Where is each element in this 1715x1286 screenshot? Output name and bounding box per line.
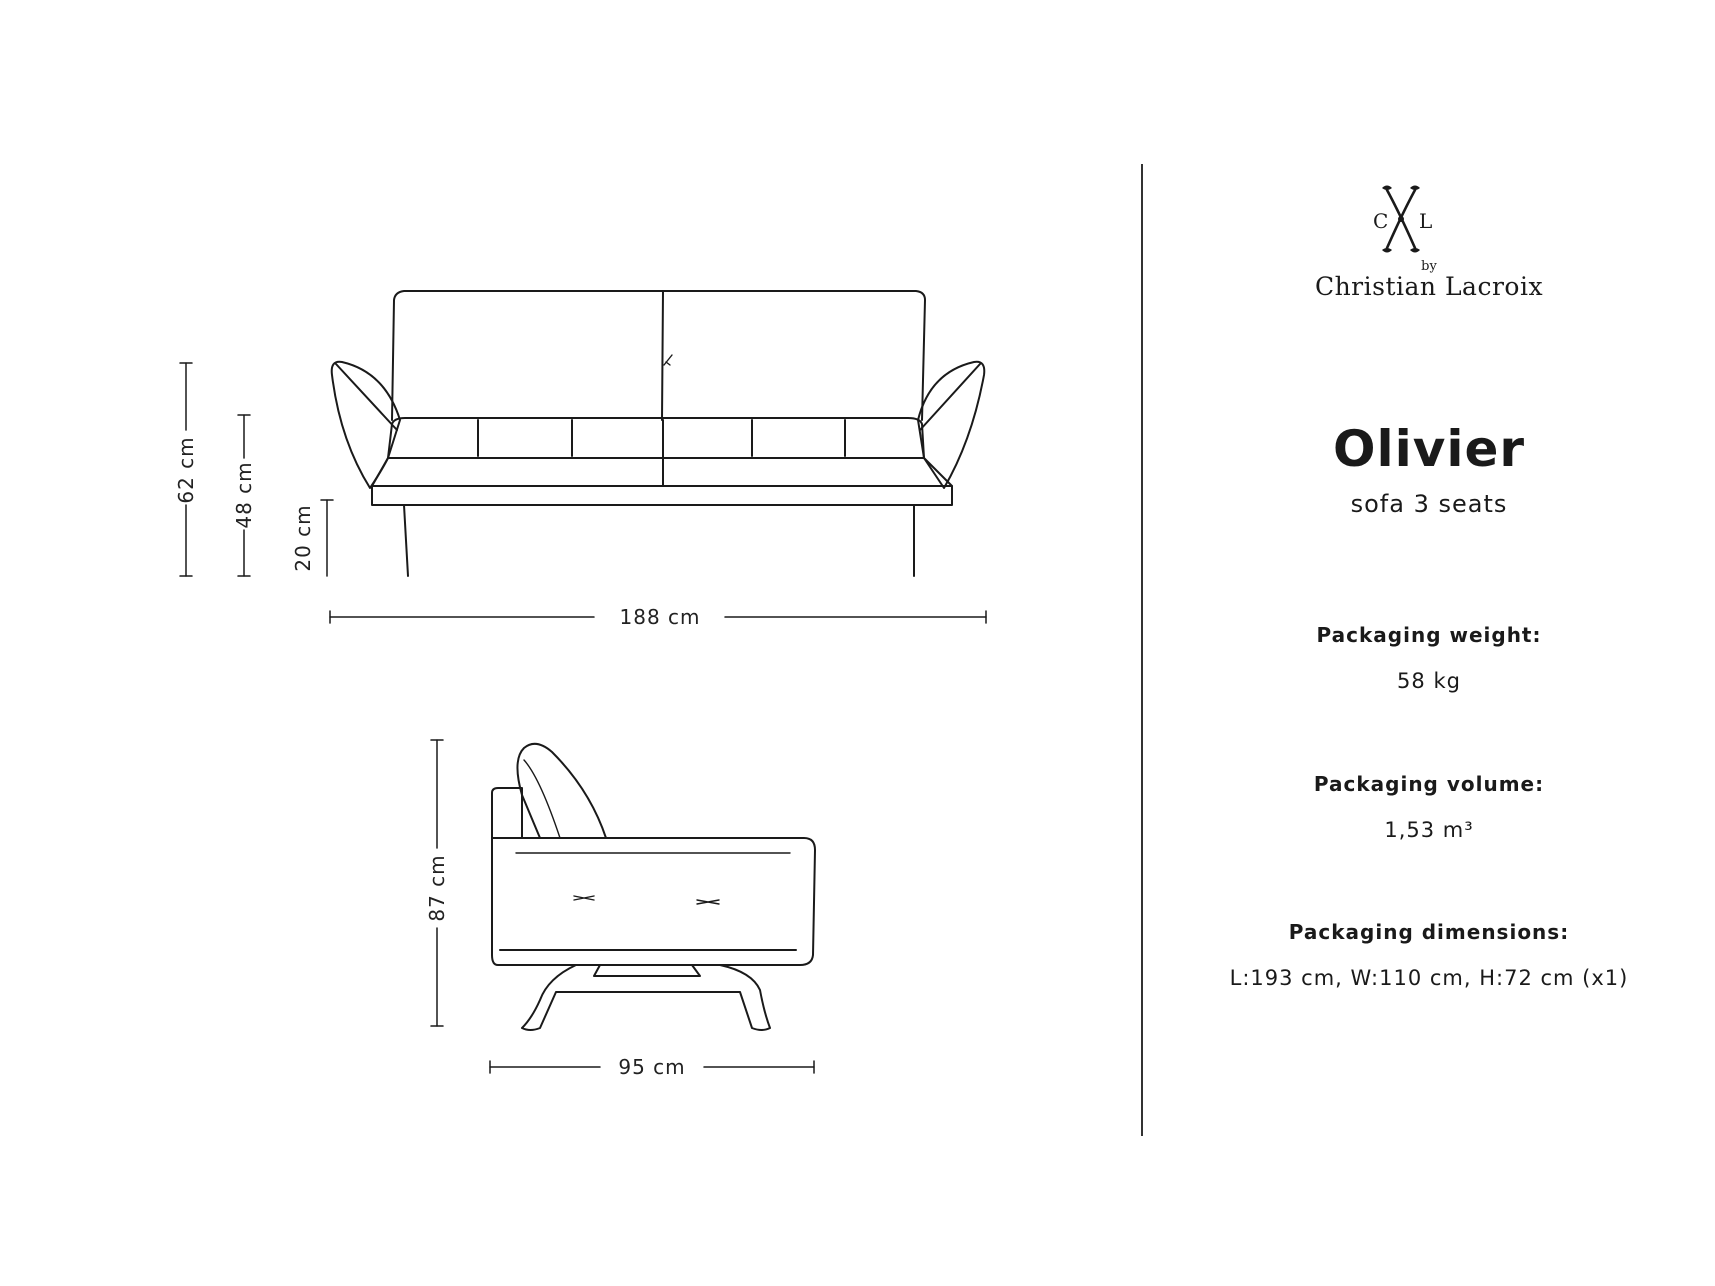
- side-armrest: [492, 788, 522, 955]
- dim-leg-height-label: 20 cm: [291, 504, 315, 572]
- brand-monogram-logo: [1365, 182, 1437, 256]
- spec-weight-label: Packaging weight:: [1316, 623, 1542, 647]
- side-tuft-mark: [697, 900, 719, 904]
- side-tuft-mark: [574, 896, 594, 900]
- front-left-armrest: [332, 362, 400, 488]
- sofa-side-view: [492, 744, 815, 1030]
- side-back-cushion: [517, 744, 606, 838]
- front-dimension-lines: [180, 363, 986, 623]
- front-stitch-mark: [664, 355, 672, 365]
- side-leg-front: [522, 965, 770, 1030]
- front-leg-left: [404, 505, 408, 576]
- front-backrest: [392, 291, 925, 420]
- dim-width-label: 188 cm: [619, 605, 701, 629]
- spec-dimensions-value: L:193 cm, W:110 cm, H:72 cm (x1): [1229, 966, 1629, 990]
- front-right-armrest: [918, 362, 984, 488]
- side-back-cushion-inner: [524, 760, 560, 838]
- brand-name: Christian Lacroix: [1314, 272, 1544, 301]
- dim-seat-height-label: 48 cm: [232, 461, 256, 529]
- svg-text:L: L: [1419, 209, 1433, 233]
- spec-weight-value: 58 kg: [1397, 669, 1461, 693]
- brand-by-label: by: [1421, 259, 1437, 274]
- front-left-armrest-fold: [336, 364, 397, 430]
- spec-dimensions-label: Packaging dimensions:: [1288, 920, 1570, 944]
- product-subtitle: sofa 3 seats: [1350, 490, 1508, 518]
- spec-volume-label: Packaging volume:: [1313, 772, 1545, 796]
- side-dimension-lines: [431, 740, 814, 1073]
- dim-total-height-label: 62 cm: [174, 436, 198, 504]
- sofa-front-view: [332, 291, 985, 576]
- front-backrest-seam: [662, 291, 663, 420]
- side-legs: [594, 965, 700, 976]
- dim-side-height-label: 87 cm: [425, 854, 449, 922]
- front-seat-cushions: [388, 418, 924, 458]
- svg-text:C: C: [1373, 209, 1389, 233]
- side-body: [492, 838, 815, 965]
- spec-volume-value: 1,53 m³: [1384, 818, 1474, 842]
- product-info-panel: [1143, 0, 1715, 1286]
- product-title: Olivier: [1332, 420, 1526, 478]
- front-right-armrest-fold: [920, 364, 980, 430]
- dim-depth-label: 95 cm: [618, 1055, 686, 1079]
